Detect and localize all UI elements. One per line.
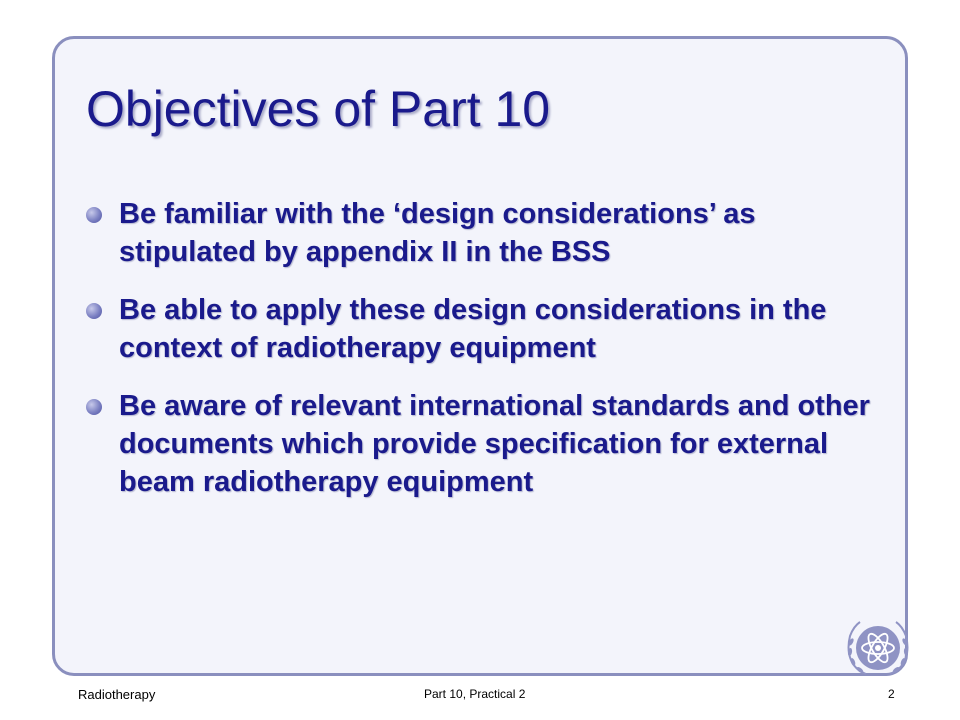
bullet-item (84, 387, 884, 501)
bullet-dot-icon (86, 303, 102, 319)
bullet-item (84, 195, 884, 271)
bullet-list (84, 195, 884, 521)
bullet-dot-icon (86, 207, 102, 223)
bullet-item (84, 291, 884, 367)
footer-part-label: Part 10, Practical 2 (424, 687, 526, 701)
footer-course-label: Radiotherapy (78, 687, 156, 702)
bullet-text: Be familiar with the ‘design considerations’ as stipulated by appendix II in the BSS (119, 198, 756, 268)
slide-title: Objectives of Part 10 (86, 81, 551, 137)
bullet-text: Be aware of relevant international standards and other documents which provide specification for external beam radiotherapy equipment (119, 390, 870, 498)
footer-page-number: 2 (888, 687, 895, 701)
iaea-emblem-icon (844, 616, 912, 680)
bullet-text: Be able to apply these design considerations in the context of radiotherapy equipment (119, 294, 827, 364)
bullet-dot-icon (86, 399, 102, 415)
